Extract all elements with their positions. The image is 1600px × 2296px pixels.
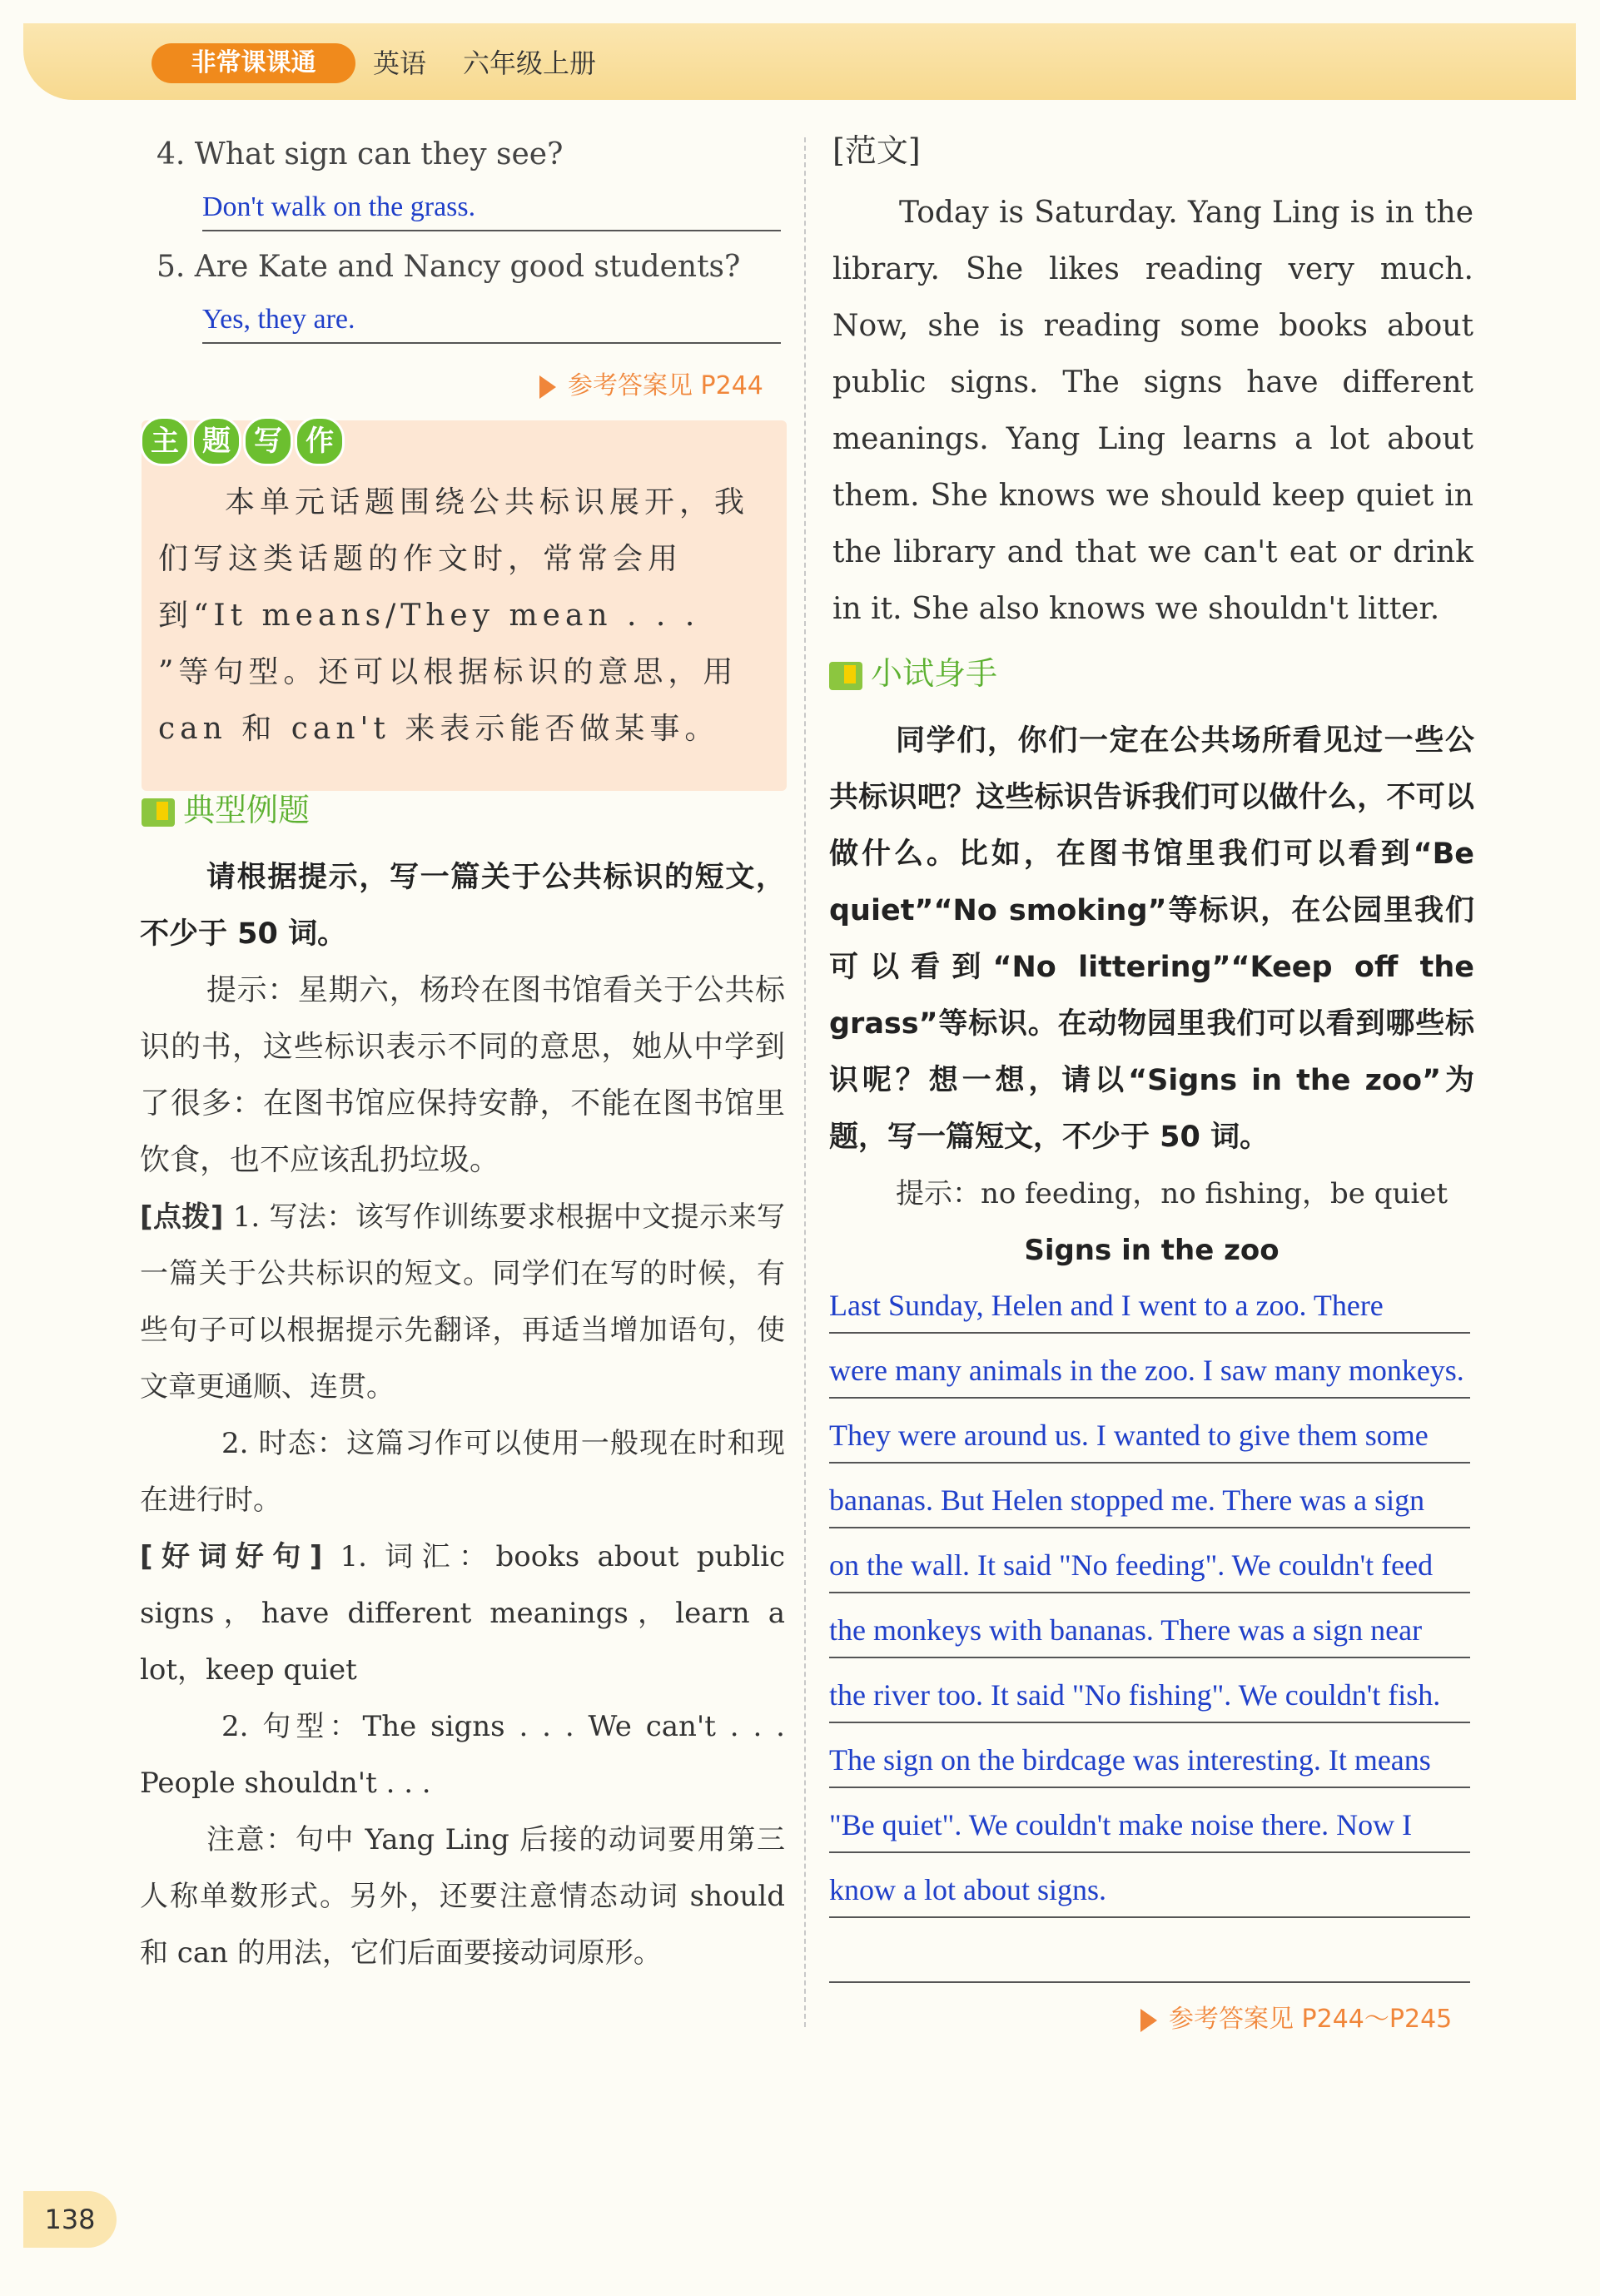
page-number: 138 <box>23 2191 117 2248</box>
model-essay-text: Today is Saturday. Yang Ling is in the library. She likes reading very much. Now, she is reading some books about public signs. The signs have different meanings. Yang Ling learns a lot about them. She knows we should keep quiet in the library and that we can't eat or drink in it. She also knows we shouldn't litter. <box>832 196 1473 626</box>
answer-reference-text: 参考答案见 P244～P245 <box>1169 2005 1453 2034</box>
try-heading-text: 小试身手 <box>871 655 998 692</box>
writing-line[interactable]: the monkeys with bananas. There was a sign near <box>829 1598 1470 1658</box>
answer-reference-text: 参考答案见 P244 <box>568 371 763 400</box>
tip-label: [点拨] <box>140 1200 224 1234</box>
series-badge: 非常课课通 <box>152 43 355 83</box>
writing-line[interactable]: The sign on the birdcage was interesting. It means <box>829 1728 1470 1788</box>
try-task: 同学们，你们一定在公共场所看见过一些公共标识吧？这些标识告诉我们可以做什么，不可以做什么。比如，在图书馆里我们可以看到“Be quiet”“No smoking”等标识，在公园里我们可以看到“No littering”“Keep off the grass”等标识。在动物园里我们可以看到哪些标识呢？想一想，请以“Signs in the zoo”为题，写一篇短文，不少于 50 词。 <box>829 724 1474 1154</box>
example-section-heading <box>142 788 310 832</box>
theme-char: 写 <box>243 416 293 466</box>
writing-line[interactable] <box>829 1923 1470 1983</box>
theme-intro-text: 本单元话题围绕公共标识展开，我们写这类话题的作文时，常常会用到“It means/They mean . . . ”等句型。还可以根据标识的意思，用 can 和 can't 来表示能否做某事。 <box>158 485 750 746</box>
model-essay-label: [范文] <box>832 132 921 169</box>
subject-label: 英语 <box>373 47 427 79</box>
answer-reference-link-1[interactable] <box>539 365 763 401</box>
words-1: 1. 词汇：books about public signs，have different meanings，learn a lot，keep quiet <box>140 1540 786 1687</box>
arrow-icon <box>1140 2009 1157 2032</box>
grade-label: 六年级上册 <box>463 47 597 79</box>
question-5: 5. Are Kate and Nancy good students? <box>157 250 741 284</box>
try-section-heading <box>829 652 997 695</box>
arrow-icon <box>539 375 556 399</box>
essay-title: Signs in the zoo <box>1024 1234 1280 1267</box>
theme-writing-title <box>140 416 345 466</box>
writing-line[interactable]: They were around us. I wanted to give them some <box>829 1404 1470 1464</box>
note-text: 注意：句中 Yang Ling 后接的动词要用第三人称单数形式。另外，还要注意情态动词 should 和 can 的用法，它们后面要接动词原形。 <box>140 1823 785 1970</box>
column-divider <box>804 137 806 2027</box>
theme-char: 题 <box>191 416 241 466</box>
book-icon <box>829 662 862 690</box>
answer-4[interactable]: Don't walk on the grass. <box>202 185 781 231</box>
book-icon <box>142 798 175 827</box>
writing-line[interactable]: know a lot about signs. <box>829 1858 1470 1918</box>
tip-block <box>140 1189 785 1415</box>
theme-char: 作 <box>295 416 345 466</box>
writing-line[interactable]: "Be quiet". We couldn't make noise there. Now I <box>829 1793 1470 1853</box>
example-heading-text: 典型例题 <box>183 792 311 828</box>
theme-char: 主 <box>140 416 190 466</box>
tip-1: 1. 写法：该写作训练要求根据中文提示来写一篇关于公共标识的短文。同学们在写的时候，有些句子可以根据提示先翻译，再适当增加语句，使文章更通顺、连贯。 <box>140 1200 786 1404</box>
writing-line[interactable]: bananas. But Helen stopped me. There was a sign <box>829 1469 1470 1528</box>
writing-line[interactable]: were many animals in the zoo. I saw many monkeys. <box>829 1339 1470 1399</box>
words-block <box>140 1528 785 1698</box>
writing-line[interactable]: the river too. It said "No fishing". We couldn't fish. <box>829 1663 1470 1723</box>
example-task: 请根据提示，写一篇关于公共标识的短文，不少于 50 词。 <box>140 861 785 951</box>
writing-line[interactable]: on the wall. It said "No feeding". We couldn't feed <box>829 1533 1470 1593</box>
words-label: [好词好句] <box>140 1540 323 1573</box>
tip-2: 2. 时态：这篇习作可以使用一般现在时和现在进行时。 <box>140 1427 785 1517</box>
words-2: 2. 句型：The signs . . . We can't . . . People shouldn't . . . <box>140 1710 785 1800</box>
example-hint: 提示：星期六，杨玲在图书馆看关于公共标识的书，这些标识表示不同的意思，她从中学到了很多：在图书馆应保持安静，不能在图书馆里饮食，也不应该乱扔垃圾。 <box>140 973 785 1177</box>
try-hint: 提示：no feeding，no fishing，be quiet <box>896 1177 1448 1210</box>
question-4: 4. What sign can they see? <box>157 137 564 171</box>
answer-reference-link-2[interactable] <box>1140 1998 1452 2035</box>
writing-line[interactable]: Last Sunday, Helen and I went to a zoo. There <box>829 1274 1470 1334</box>
answer-5[interactable]: Yes, they are. <box>202 297 781 344</box>
